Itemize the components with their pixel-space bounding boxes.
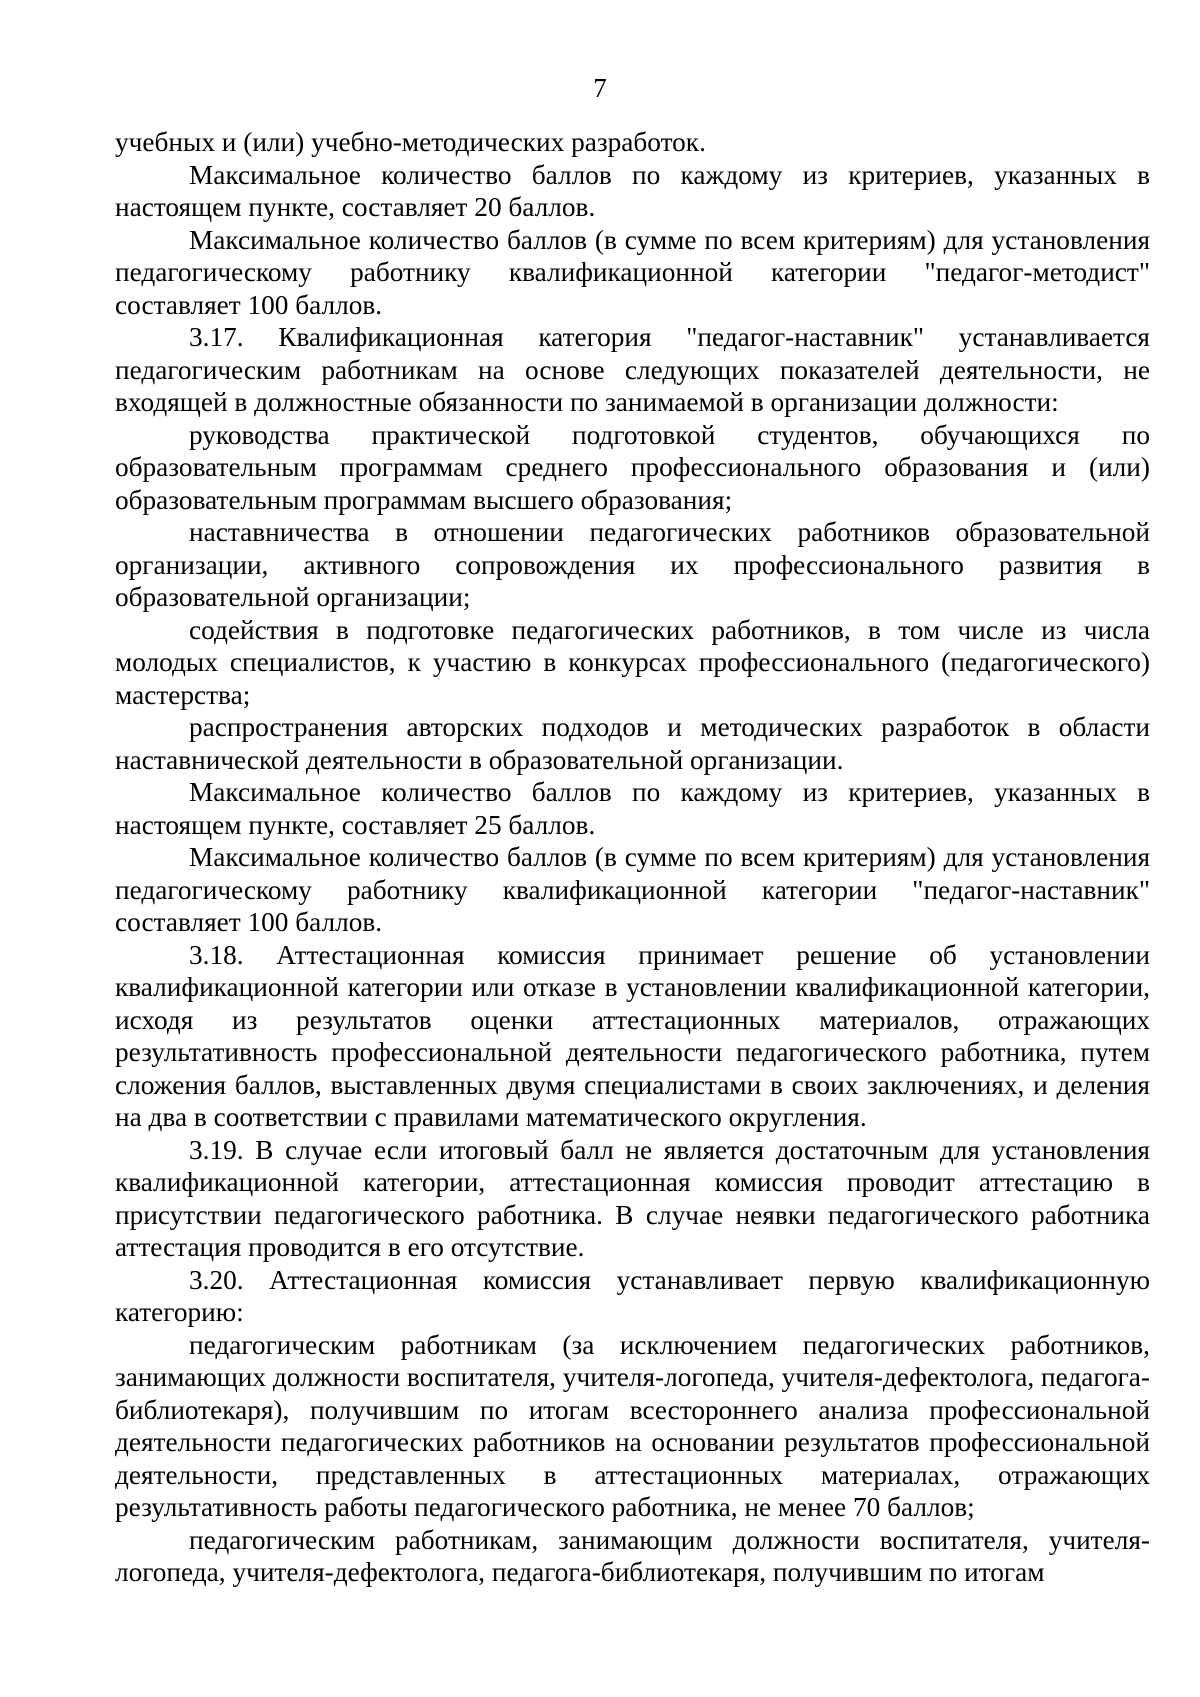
paragraph-max-score-criteria-20: Максимальное количество баллов по каждому из критериев, указанных в настоящем пункте, составляет 20 баллов. <box>115 159 1150 222</box>
paragraph-mentoring: наставничества в отношении педагогических работников образовательной организации, активного сопровождения их профессионального развития в образовательной организации; <box>115 517 1150 612</box>
paragraph-continuation: учебных и (или) учебно-методических разработок. <box>115 127 706 157</box>
paragraph-max-score-criteria-25: Максимальное количество баллов по каждому из критериев, указанных в настоящем пункте, составляет 25 баллов. <box>115 777 1150 840</box>
paragraph-max-score-mentor: Максимальное количество баллов (в сумме по всем критериям) для установления педагогическому работнику квалификационной категории "педагог-наставник" составляет 100 баллов. <box>115 842 1150 937</box>
document-body <box>115 126 1150 1589</box>
paragraph-practical-training: руководства практической подготовкой студентов, обучающихся по образовательным программам среднего профессионального образования и (или) образовательным программам высшего образования; <box>115 419 1150 515</box>
page-number: 7 <box>593 73 607 103</box>
paragraph-3-17: 3.17. Квалификационная категория "педагог-наставник" устанавливается педагогическим работникам на основе следующих показателей деятельности, не входящей в должностные обязанности по занимаемой в организации должности: <box>115 322 1150 417</box>
paragraph-first-category-general: педагогическим работникам (за исключением педагогических работников, занимающих должности воспитателя, учителя-логопеда, учителя-дефектолога, педагога-библиотекаря), получившим по итогам всестороннего анализа профессиональной деятельности педагогических работников на основании результатов профессиональной деятельности, представленных в аттестационных материалах, отражающих результативность работы педагогического работника, не менее 70 баллов; <box>115 1329 1150 1522</box>
paragraph-3-19: 3.19. В случае если итоговый балл не является достаточным для установления квалификационной категории, аттестационная комиссия проводит аттестацию в присутствии педагогического работника. В случае неявки педагогического работника аттестация проводится в его отсутствие. <box>115 1134 1150 1262</box>
paragraph-first-category-special: педагогическим работникам, занимающим должности воспитателя, учителя-логопеда, учителя-дефектолога, педагога-библиотекаря, получившим по итогам <box>115 1524 1150 1587</box>
paragraph-max-score-methodist: Максимальное количество баллов (в сумме по всем критериям) для установления педагогическому работнику квалификационной категории "педагог-методист" составляет 100 баллов. <box>115 224 1150 320</box>
paragraph-3-20: 3.20. Аттестационная комиссия устанавливает первую квалификационную категорию: <box>115 1264 1150 1327</box>
paragraph-3-18: 3.18. Аттестационная комиссия принимает решение об установлении квалификационной категории или отказе в установлении квалификационной категории, исходя из результатов оценки аттестационных материалов, отражающих результативность профессиональной деятельности педагогического работника, путем сложения баллов, выставленных двумя специалистами в своих заключениях, и деления на два в соответствии с правилами математического округления. <box>115 939 1150 1132</box>
paragraph-dissemination: распространения авторских подходов и методических разработок в области наставнической деятельности в образовательной организации. <box>115 712 1150 775</box>
paragraph-competitions: содействия в подготовке педагогических работников, в том числе из числа молодых специалистов, к участию в конкурсах профессионального (педагогического) мастерства; <box>115 614 1150 710</box>
